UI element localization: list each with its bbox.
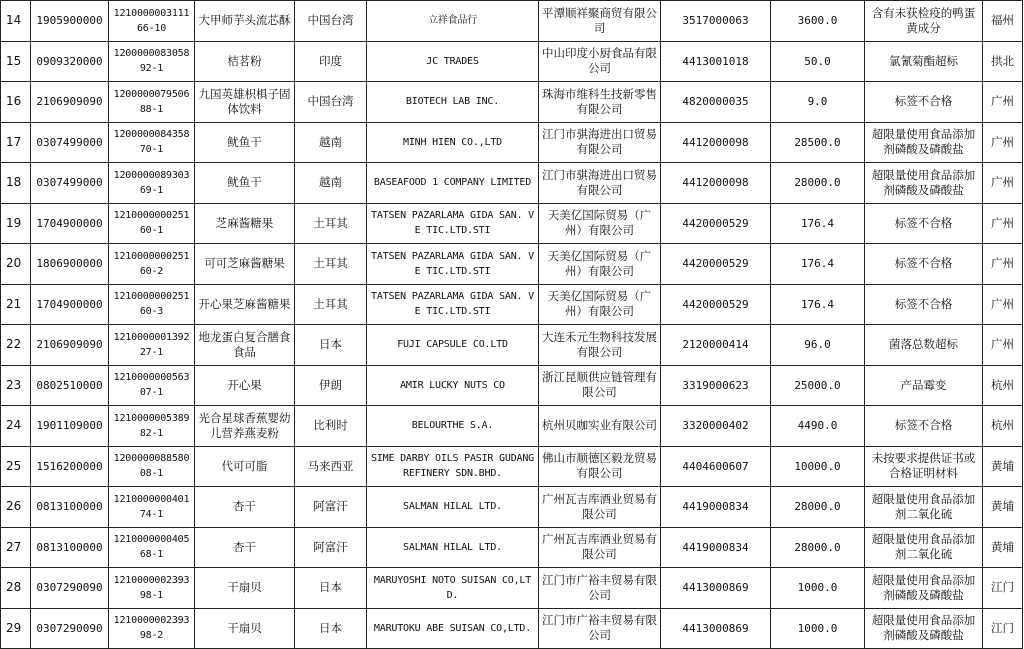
- importer-cell: 江门市骐海进出口贸易有限公司: [539, 163, 661, 204]
- product-name-cell: 杏干: [195, 487, 295, 528]
- quantity-cell: 1000.0: [771, 568, 865, 609]
- reason-cell: 超限量使用食品添加剂磷酸及磷酸盐: [865, 163, 983, 204]
- row-number-cell: 24: [1, 406, 31, 447]
- hs-code-cell: 2106909090: [31, 82, 109, 123]
- producer-cell: SALMAN HILAL LTD.: [367, 527, 539, 568]
- table-row: [1, 41, 1023, 82]
- origin-cell: 日本: [295, 568, 367, 609]
- producer-cell: SIME DARBY OILS PASIR GUDANG REFINERY SDN.BHD.: [367, 446, 539, 487]
- quantity-cell: 176.4: [771, 244, 865, 285]
- producer-cell: TATSEN PAZARLAMA GIDA SAN. VE TIC.LTD.STI: [367, 203, 539, 244]
- registration-number-cell: 4404600607: [661, 446, 771, 487]
- table-row: [1, 325, 1023, 366]
- registration-number-cell: 3320000402: [661, 406, 771, 447]
- port-cell: 广州: [983, 244, 1023, 285]
- reason-cell: 菌落总数超标: [865, 325, 983, 366]
- hs-code-cell: 0307499000: [31, 163, 109, 204]
- quantity-cell: 3600.0: [771, 1, 865, 42]
- importer-cell: 大连禾元生物科技发展有限公司: [539, 325, 661, 366]
- origin-cell: 土耳其: [295, 284, 367, 325]
- registration-number-cell: 4420000529: [661, 284, 771, 325]
- row-number-cell: 26: [1, 487, 31, 528]
- port-cell: 黄埔: [983, 446, 1023, 487]
- product-name-cell: 鱿鱼干: [195, 163, 295, 204]
- row-number-cell: 20: [1, 244, 31, 285]
- hs-code-cell: 0307499000: [31, 122, 109, 163]
- importer-cell: 江门市广裕丰贸易有限公司: [539, 568, 661, 609]
- table-row: [1, 568, 1023, 609]
- table-row: [1, 608, 1023, 649]
- producer-cell: TATSEN PAZARLAMA GIDA SAN. VE TIC.LTD.STI: [367, 244, 539, 285]
- reason-cell: 超限量使用食品添加剂磷酸及磷酸盐: [865, 122, 983, 163]
- importer-cell: 广州瓦吉库酒业贸易有限公司: [539, 527, 661, 568]
- quantity-cell: 50.0: [771, 41, 865, 82]
- quantity-cell: 176.4: [771, 284, 865, 325]
- origin-cell: 印度: [295, 41, 367, 82]
- quantity-cell: 25000.0: [771, 365, 865, 406]
- reason-cell: 超限量使用食品添加剂磷酸及磷酸盐: [865, 608, 983, 649]
- origin-cell: 伊朗: [295, 365, 367, 406]
- origin-cell: 土耳其: [295, 244, 367, 285]
- port-cell: 广州: [983, 203, 1023, 244]
- origin-cell: 比利时: [295, 406, 367, 447]
- table-row: [1, 122, 1023, 163]
- reason-cell: 标签不合格: [865, 203, 983, 244]
- inspection-code-cell: 121000000056307-1: [109, 365, 195, 406]
- quantity-cell: 96.0: [771, 325, 865, 366]
- port-cell: 拱北: [983, 41, 1023, 82]
- table-row: [1, 284, 1023, 325]
- producer-cell: SALMAN HILAL LTD.: [367, 487, 539, 528]
- product-name-cell: 干扇贝: [195, 608, 295, 649]
- inspection-code-cell: 121000000538982-1: [109, 406, 195, 447]
- registration-number-cell: 2120000414: [661, 325, 771, 366]
- registration-number-cell: 3319000623: [661, 365, 771, 406]
- reason-cell: 标签不合格: [865, 82, 983, 123]
- reason-cell: 标签不合格: [865, 406, 983, 447]
- product-name-cell: 芝麻酱糖果: [195, 203, 295, 244]
- row-number-cell: 21: [1, 284, 31, 325]
- port-cell: 广州: [983, 163, 1023, 204]
- inspection-code-cell: 121000000040568-1: [109, 527, 195, 568]
- quantity-cell: 28000.0: [771, 527, 865, 568]
- importer-cell: 中山印度小厨食品有限公司: [539, 41, 661, 82]
- producer-cell: MARUTOKU ABE SUISAN CO,LTD.: [367, 608, 539, 649]
- hs-code-cell: 0813100000: [31, 487, 109, 528]
- inspection-code-cell: 120000008858008-1: [109, 446, 195, 487]
- origin-cell: 中国台湾: [295, 82, 367, 123]
- product-name-cell: 地龙蛋白复合膳食食品: [195, 325, 295, 366]
- table-row: [1, 487, 1023, 528]
- inspection-code-cell: 121000000025160-1: [109, 203, 195, 244]
- producer-cell: JC TRADES: [367, 41, 539, 82]
- reason-cell: 超限量使用食品添加剂二氧化硫: [865, 527, 983, 568]
- registration-number-cell: 4419000834: [661, 487, 771, 528]
- origin-cell: 越南: [295, 163, 367, 204]
- quantity-cell: 28000.0: [771, 487, 865, 528]
- importer-cell: 江门市广裕丰贸易有限公司: [539, 608, 661, 649]
- row-number-cell: 29: [1, 608, 31, 649]
- quantity-cell: 176.4: [771, 203, 865, 244]
- row-number-cell: 15: [1, 41, 31, 82]
- row-number-cell: 16: [1, 82, 31, 123]
- port-cell: 广州: [983, 325, 1023, 366]
- inspection-code-cell: 121000000025160-2: [109, 244, 195, 285]
- inspection-code-cell: 121000000139227-1: [109, 325, 195, 366]
- row-number-cell: 14: [1, 1, 31, 42]
- product-name-cell: 开心果: [195, 365, 295, 406]
- port-cell: 杭州: [983, 406, 1023, 447]
- registration-number-cell: 4412000098: [661, 122, 771, 163]
- importer-cell: 珠海市维科生技新零售有限公司: [539, 82, 661, 123]
- row-number-cell: 18: [1, 163, 31, 204]
- reason-cell: 超限量使用食品添加剂磷酸及磷酸盐: [865, 568, 983, 609]
- registration-number-cell: 4420000529: [661, 244, 771, 285]
- producer-cell: 立祥食品行: [367, 1, 539, 42]
- producer-cell: AMIR LUCKY NUTS CO: [367, 365, 539, 406]
- hs-code-cell: 1516200000: [31, 446, 109, 487]
- reason-cell: 超限量使用食品添加剂二氧化硫: [865, 487, 983, 528]
- producer-cell: BIOTECH LAB INC.: [367, 82, 539, 123]
- table-row: [1, 244, 1023, 285]
- product-name-cell: 代可可脂: [195, 446, 295, 487]
- importer-cell: 浙江昆顺供应链管理有限公司: [539, 365, 661, 406]
- product-name-cell: 光合星球香蕉婴幼儿营养燕麦粉: [195, 406, 295, 447]
- table-body: [1, 1, 1023, 649]
- row-number-cell: 25: [1, 446, 31, 487]
- origin-cell: 日本: [295, 325, 367, 366]
- origin-cell: 中国台湾: [295, 1, 367, 42]
- origin-cell: 马来西亚: [295, 446, 367, 487]
- registration-number-cell: 4413000869: [661, 568, 771, 609]
- row-number-cell: 28: [1, 568, 31, 609]
- product-name-cell: 干扇贝: [195, 568, 295, 609]
- origin-cell: 阿富汗: [295, 527, 367, 568]
- table-row: [1, 203, 1023, 244]
- reason-cell: 未按要求提供证书或合格证明材料: [865, 446, 983, 487]
- port-cell: 福州: [983, 1, 1023, 42]
- product-name-cell: 九国英雄枳椇子固体饮料: [195, 82, 295, 123]
- inspection-code-cell: 120000007950688-1: [109, 82, 195, 123]
- port-cell: 广州: [983, 284, 1023, 325]
- hs-code-cell: 2106909090: [31, 325, 109, 366]
- port-cell: 广州: [983, 82, 1023, 123]
- quantity-cell: 28500.0: [771, 122, 865, 163]
- producer-cell: MINH HIEN CO.,LTD: [367, 122, 539, 163]
- hs-code-cell: 0802510000: [31, 365, 109, 406]
- reason-cell: 标签不合格: [865, 284, 983, 325]
- importer-cell: 天美亿国际贸易（广州）有限公司: [539, 284, 661, 325]
- inspection-code-cell: 120000008305892-1: [109, 41, 195, 82]
- producer-cell: MARUYOSHI NOTO SUISAN CO,LTD.: [367, 568, 539, 609]
- hs-code-cell: 1806900000: [31, 244, 109, 285]
- product-name-cell: 杏干: [195, 527, 295, 568]
- inspection-code-cell: 120000008930369-1: [109, 163, 195, 204]
- hs-code-cell: 1905900000: [31, 1, 109, 42]
- importer-cell: 平潭顺祥聚商贸有限公司: [539, 1, 661, 42]
- origin-cell: 土耳其: [295, 203, 367, 244]
- port-cell: 广州: [983, 122, 1023, 163]
- port-cell: 黄埔: [983, 487, 1023, 528]
- quantity-cell: 4490.0: [771, 406, 865, 447]
- table-row: [1, 406, 1023, 447]
- origin-cell: 越南: [295, 122, 367, 163]
- importer-cell: 佛山市顺德区毅龙贸易有限公司: [539, 446, 661, 487]
- registration-number-cell: 4820000035: [661, 82, 771, 123]
- reason-cell: 含有未获检疫的鸭蛋黄成分: [865, 1, 983, 42]
- registration-number-cell: 3517000063: [661, 1, 771, 42]
- port-cell: 江门: [983, 568, 1023, 609]
- producer-cell: BELOURTHE S.A.: [367, 406, 539, 447]
- inspection-code-cell: 121000000040174-1: [109, 487, 195, 528]
- producer-cell: BASEAFOOD 1 COMPANY LIMITED: [367, 163, 539, 204]
- product-name-cell: 可可芝麻酱糖果: [195, 244, 295, 285]
- inspection-code-cell: 120000008435870-1: [109, 122, 195, 163]
- hs-code-cell: 0813100000: [31, 527, 109, 568]
- hs-code-cell: 1901109000: [31, 406, 109, 447]
- registration-number-cell: 4412000098: [661, 163, 771, 204]
- table-row: [1, 82, 1023, 123]
- importer-cell: 杭州贝咖实业有限公司: [539, 406, 661, 447]
- registration-number-cell: 4419000834: [661, 527, 771, 568]
- inspection-code-cell: 121000000239398-1: [109, 568, 195, 609]
- origin-cell: 阿富汗: [295, 487, 367, 528]
- importer-cell: 广州瓦吉库酒业贸易有限公司: [539, 487, 661, 528]
- port-cell: 杭州: [983, 365, 1023, 406]
- quantity-cell: 10000.0: [771, 446, 865, 487]
- quantity-cell: 9.0: [771, 82, 865, 123]
- product-name-cell: 开心果芝麻酱糖果: [195, 284, 295, 325]
- port-cell: 江门: [983, 608, 1023, 649]
- producer-cell: FUJI CAPSULE CO.LTD: [367, 325, 539, 366]
- hs-code-cell: 1704900000: [31, 203, 109, 244]
- quantity-cell: 1000.0: [771, 608, 865, 649]
- producer-cell: TATSEN PAZARLAMA GIDA SAN. VE TIC.LTD.STI: [367, 284, 539, 325]
- table-row: [1, 527, 1023, 568]
- registration-number-cell: 4413001018: [661, 41, 771, 82]
- registration-number-cell: 4413000869: [661, 608, 771, 649]
- inspection-code-cell: 121000000025160-3: [109, 284, 195, 325]
- row-number-cell: 22: [1, 325, 31, 366]
- row-number-cell: 17: [1, 122, 31, 163]
- port-cell: 黄埔: [983, 527, 1023, 568]
- quantity-cell: 28000.0: [771, 163, 865, 204]
- registration-number-cell: 4420000529: [661, 203, 771, 244]
- reason-cell: 产品霉变: [865, 365, 983, 406]
- importer-cell: 天美亿国际贸易（广州）有限公司: [539, 244, 661, 285]
- row-number-cell: 27: [1, 527, 31, 568]
- hs-code-cell: 1704900000: [31, 284, 109, 325]
- hs-code-cell: 0909320000: [31, 41, 109, 82]
- importer-cell: 天美亿国际贸易（广州）有限公司: [539, 203, 661, 244]
- table-row: [1, 1, 1023, 42]
- inspection-code-cell: 121000000311166-10: [109, 1, 195, 42]
- reason-cell: 氯氰菊酯超标: [865, 41, 983, 82]
- inspection-code-cell: 121000000239398-2: [109, 608, 195, 649]
- table-row: [1, 365, 1023, 406]
- row-number-cell: 23: [1, 365, 31, 406]
- reason-cell: 标签不合格: [865, 244, 983, 285]
- table-row: [1, 163, 1023, 204]
- product-name-cell: 大甲师芋头流芯酥: [195, 1, 295, 42]
- product-name-cell: 桔茗粉: [195, 41, 295, 82]
- importer-cell: 江门市骐海进出口贸易有限公司: [539, 122, 661, 163]
- origin-cell: 日本: [295, 608, 367, 649]
- table-row: [1, 446, 1023, 487]
- row-number-cell: 19: [1, 203, 31, 244]
- product-name-cell: 鱿鱼干: [195, 122, 295, 163]
- hs-code-cell: 0307290090: [31, 568, 109, 609]
- hs-code-cell: 0307290090: [31, 608, 109, 649]
